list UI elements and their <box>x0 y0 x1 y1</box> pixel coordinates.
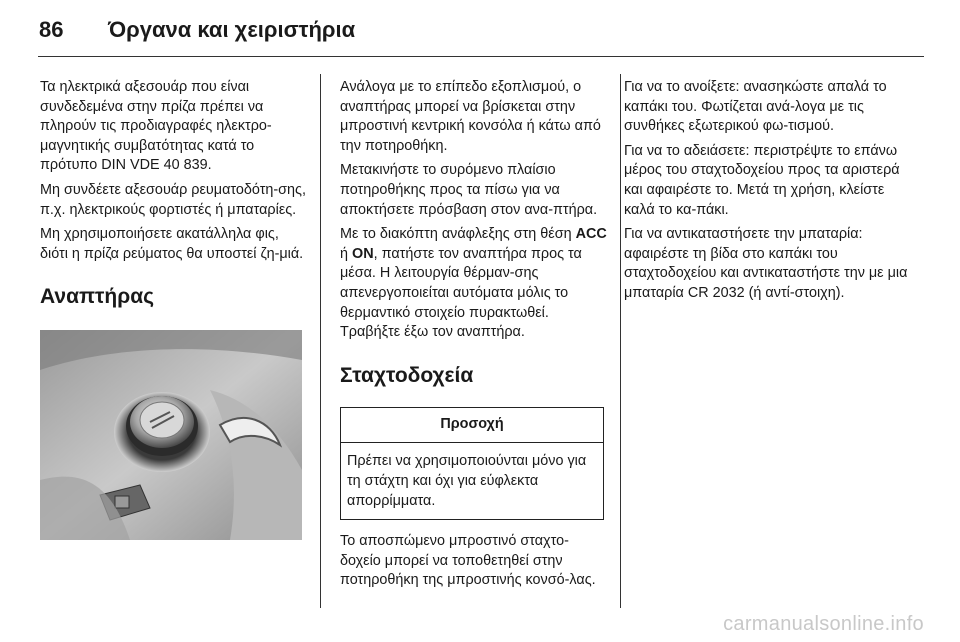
paragraph: Για να το ανοίξετε: ανασηκώστε απαλά το καπάκι του. Φωτίζεται ανά-λογα με τις συνθήκες εξωτερικού φω-τισμού. <box>624 79 887 135</box>
section-heading-ashtrays: Σταχτοδοχεία <box>340 363 474 387</box>
column-3 <box>624 78 914 309</box>
paragraph <box>340 225 608 343</box>
paragraph: Για να αντικαταστήσετε την μπαταρία: αφαιρέστε τη βίδα στο καπάκι του σταχτοδοχείου και αντικαταστήστε την με μια μπαταρία CR 2032 (ή αντί-στοιχη). <box>624 226 908 301</box>
paragraph: Μετακινήστε το συρόμενο πλαίσιο ποτηροθήκης προς τα πίσω για να αποκτήσετε πρόσβαση στον ανα-πτήρα. <box>340 162 598 218</box>
column-divider-2 <box>620 74 621 608</box>
paragraph: Τα ηλεκτρικά αξεσουάρ που είναι συνδεδεμένα στην πρίζα πρέπει να πληρούν τις προδιαγραφές ηλεκτρο-μαγνητικής συμβατότητας κατά το πρότυπο DIN VDE 40 839. <box>40 79 272 174</box>
header-rule <box>38 56 924 57</box>
paragraph: Μη χρησιμοποιήσετε ακατάλληλα φις, διότι η πρίζα ρεύματος θα υποστεί ζη-μιά. <box>40 226 304 262</box>
caution-box <box>340 407 604 520</box>
paragraph: Για να το αδειάσετε: περιστρέψτε το επάνω μέρος του σταχτοδοχείου προς τα αριστερά και αφαιρέστε το. Μετά τη χρήση, κλείστε καλά το κα-πάκι. <box>624 142 900 218</box>
column-1 <box>40 78 308 547</box>
cigarette-lighter-photo <box>40 330 302 540</box>
text-span: , πατήστε τον αναπτήρα προς τα μέσα. Η λειτουργία θέρμαν-σης απενεργοποιείται αυτόματα μόλις το θερμαντικό στοιχείο πυρακτωθεί. Τραβήξτε έξω τον αναπτήρα. <box>340 245 582 341</box>
section-heading-lighter: Αναπτήρας <box>40 285 155 309</box>
keyword-acc: ACC <box>575 226 607 243</box>
page-title: Όργανα και χειριστήρια <box>108 17 356 42</box>
watermark: carmanualsonline.info <box>723 613 924 635</box>
caution-text: Πρέπει να χρησιμοποιούνται μόνο για τη στάχτη και όχι για εύφλεκτα απορρίμματα. <box>347 453 587 509</box>
paragraph: Το αποσπώμενο μπροστινό σταχτο-δοχείο μπορεί να τοποθετηθεί στην ποτηροθήκη της μπροστινής κονσό-λας. <box>340 533 596 589</box>
page-number: 86 <box>39 17 64 42</box>
caution-title: Προσοχή <box>341 408 603 444</box>
paragraph: Μη συνδέετε αξεσουάρ ρευματοδότη-σης, π.χ. ηλεκτρικούς φορτιστές ή μπαταρίες. <box>40 181 306 218</box>
paragraph: Ανάλογα με το επίπεδο εξοπλισμού, ο αναπτήρας μπορεί να βρίσκεται στην μπροστινή κεντρική κονσόλα ή κάτω από την ποτηροθήκη. <box>340 79 601 154</box>
keyword-on: ON <box>352 245 374 262</box>
column-divider-1 <box>320 74 321 608</box>
column-2 <box>340 78 608 596</box>
text-span: Με το διακόπτη ανάφλεξης στη θέση <box>340 226 576 243</box>
text-span: ή <box>340 245 353 262</box>
